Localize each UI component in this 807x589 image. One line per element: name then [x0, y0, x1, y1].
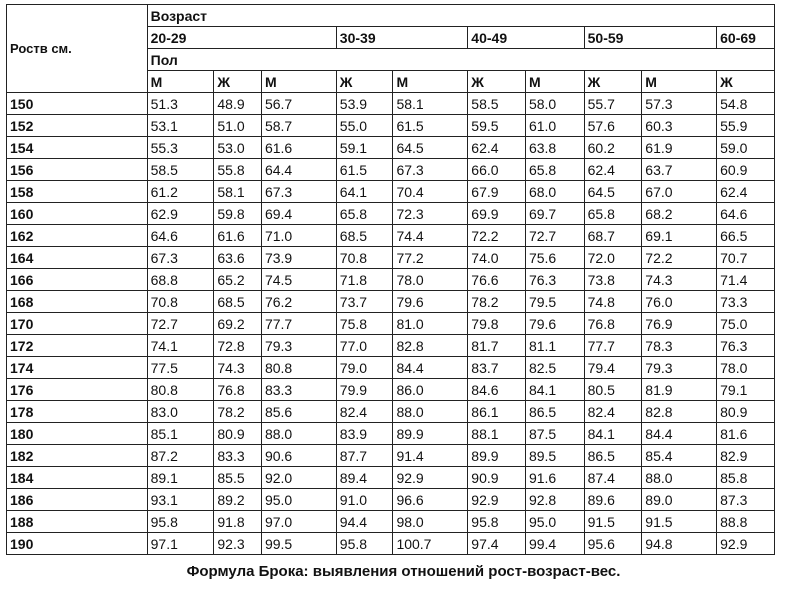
weight-cell: 88.0 [261, 423, 336, 445]
weight-cell: 72.7 [525, 225, 584, 247]
weight-cell: 72.8 [214, 335, 262, 357]
sex-label: М [393, 71, 468, 93]
table-row [7, 313, 775, 335]
sex-label: Ж [468, 71, 526, 93]
height-cell: 168 [7, 291, 148, 313]
height-cell: 158 [7, 181, 148, 203]
height-age-weight-table [6, 4, 775, 555]
table-row [7, 181, 775, 203]
weight-cell: 55.8 [214, 159, 262, 181]
weight-cell: 91.8 [214, 511, 262, 533]
weight-cell: 66.5 [717, 225, 775, 247]
weight-cell: 60.2 [584, 137, 642, 159]
weight-cell: 68.5 [214, 291, 262, 313]
weight-cell: 82.5 [525, 357, 584, 379]
weight-cell: 79.3 [642, 357, 717, 379]
weight-cell: 80.8 [147, 379, 214, 401]
weight-cell: 82.8 [642, 401, 717, 423]
table-row [7, 203, 775, 225]
weight-cell: 55.7 [584, 93, 642, 115]
weight-cell: 76.3 [525, 269, 584, 291]
weight-cell: 89.5 [525, 445, 584, 467]
weight-cell: 83.7 [468, 357, 526, 379]
weight-cell: 61.5 [393, 115, 468, 137]
weight-cell: 64.6 [717, 203, 775, 225]
weight-cell: 79.0 [336, 357, 393, 379]
weight-cell: 58.0 [525, 93, 584, 115]
weight-cell: 74.0 [468, 247, 526, 269]
weight-cell: 91.6 [525, 467, 584, 489]
weight-cell: 76.6 [468, 269, 526, 291]
weight-cell: 59.0 [717, 137, 775, 159]
weight-cell: 77.0 [336, 335, 393, 357]
weight-cell: 84.6 [468, 379, 526, 401]
weight-cell: 97.4 [468, 533, 526, 555]
weight-cell: 76.3 [717, 335, 775, 357]
weight-cell: 66.0 [468, 159, 526, 181]
weight-cell: 68.7 [584, 225, 642, 247]
weight-cell: 73.8 [584, 269, 642, 291]
caption: Формула Брока: выявления отношений рост-возраст-вес. [186, 563, 621, 580]
weight-cell: 51.3 [147, 93, 214, 115]
weight-cell: 75.6 [525, 247, 584, 269]
weight-cell: 67.9 [468, 181, 526, 203]
weight-cell: 80.8 [261, 357, 336, 379]
height-cell: 174 [7, 357, 148, 379]
weight-cell: 100.7 [393, 533, 468, 555]
weight-cell: 73.9 [261, 247, 336, 269]
height-cell: 186 [7, 489, 148, 511]
weight-cell: 89.4 [336, 467, 393, 489]
table-row [7, 489, 775, 511]
weight-cell: 95.8 [147, 511, 214, 533]
weight-cell: 84.4 [393, 357, 468, 379]
weight-cell: 84.4 [642, 423, 717, 445]
height-cell: 190 [7, 533, 148, 555]
weight-cell: 95.8 [336, 533, 393, 555]
weight-cell: 73.7 [336, 291, 393, 313]
weight-cell: 53.0 [214, 137, 262, 159]
weight-cell: 70.4 [393, 181, 468, 203]
weight-cell: 90.6 [261, 445, 336, 467]
weight-cell: 78.2 [468, 291, 526, 313]
weight-cell: 54.8 [717, 93, 775, 115]
weight-cell: 61.9 [642, 137, 717, 159]
weight-cell: 72.7 [147, 313, 214, 335]
weight-cell: 62.4 [468, 137, 526, 159]
weight-cell: 69.7 [525, 203, 584, 225]
weight-cell: 89.2 [214, 489, 262, 511]
sex-label: Ж [336, 71, 393, 93]
table-row [7, 137, 775, 159]
weight-cell: 62.4 [717, 181, 775, 203]
weight-cell: 85.1 [147, 423, 214, 445]
weight-cell: 62.9 [147, 203, 214, 225]
weight-cell: 85.8 [717, 467, 775, 489]
weight-cell: 77.7 [261, 313, 336, 335]
weight-cell: 77.2 [393, 247, 468, 269]
weight-cell: 79.3 [261, 335, 336, 357]
age-group-40-49: 40-49 [468, 27, 584, 49]
age-group-60-69: 60-69 [717, 27, 775, 49]
height-cell: 182 [7, 445, 148, 467]
weight-cell: 67.3 [393, 159, 468, 181]
weight-cell: 69.1 [642, 225, 717, 247]
sex-header: Пол [147, 49, 774, 71]
weight-cell: 93.1 [147, 489, 214, 511]
weight-cell: 85.4 [642, 445, 717, 467]
weight-cell: 69.9 [468, 203, 526, 225]
weight-cell: 68.2 [642, 203, 717, 225]
weight-cell: 61.0 [525, 115, 584, 137]
sex-label: Ж [717, 71, 775, 93]
weight-cell: 67.3 [147, 247, 214, 269]
weight-cell: 99.4 [525, 533, 584, 555]
weight-cell: 86.1 [468, 401, 526, 423]
table-row [7, 247, 775, 269]
weight-cell: 87.4 [584, 467, 642, 489]
weight-cell: 63.7 [642, 159, 717, 181]
weight-cell: 58.1 [393, 93, 468, 115]
height-cell: 150 [7, 93, 148, 115]
sex-label: М [642, 71, 717, 93]
weight-cell: 74.3 [642, 269, 717, 291]
weight-cell: 60.3 [642, 115, 717, 137]
height-cell: 170 [7, 313, 148, 335]
weight-cell: 57.6 [584, 115, 642, 137]
table-row [7, 401, 775, 423]
weight-cell: 87.3 [717, 489, 775, 511]
weight-cell: 95.6 [584, 533, 642, 555]
weight-cell: 81.1 [525, 335, 584, 357]
weight-cell: 95.0 [261, 489, 336, 511]
weight-cell: 85.5 [214, 467, 262, 489]
weight-cell: 87.2 [147, 445, 214, 467]
weight-cell: 89.9 [393, 423, 468, 445]
height-cell: 166 [7, 269, 148, 291]
weight-cell: 83.0 [147, 401, 214, 423]
weight-cell: 94.4 [336, 511, 393, 533]
weight-cell: 91.0 [336, 489, 393, 511]
sex-label: М [147, 71, 214, 93]
weight-cell: 92.9 [393, 467, 468, 489]
weight-cell: 74.5 [261, 269, 336, 291]
weight-cell: 82.4 [584, 401, 642, 423]
weight-cell: 73.3 [717, 291, 775, 313]
table-row [7, 93, 775, 115]
table-row [7, 511, 775, 533]
age-group-50-59: 50-59 [584, 27, 717, 49]
weight-cell: 92.3 [214, 533, 262, 555]
weight-cell: 62.4 [584, 159, 642, 181]
weight-cell: 88.0 [393, 401, 468, 423]
weight-cell: 64.5 [393, 137, 468, 159]
height-cell: 154 [7, 137, 148, 159]
weight-cell: 48.9 [214, 93, 262, 115]
weight-cell: 68.0 [525, 181, 584, 203]
weight-cell: 86.0 [393, 379, 468, 401]
weight-cell: 83.3 [261, 379, 336, 401]
weight-cell: 79.8 [468, 313, 526, 335]
sex-label: М [525, 71, 584, 93]
weight-cell: 76.9 [642, 313, 717, 335]
weight-cell: 79.6 [525, 313, 584, 335]
weight-cell: 80.9 [717, 401, 775, 423]
table-row [7, 357, 775, 379]
weight-cell: 77.5 [147, 357, 214, 379]
weight-cell: 75.8 [336, 313, 393, 335]
height-cell: 164 [7, 247, 148, 269]
weight-cell: 87.5 [525, 423, 584, 445]
weight-cell: 70.7 [717, 247, 775, 269]
weight-cell: 88.0 [642, 467, 717, 489]
height-cell: 180 [7, 423, 148, 445]
height-cell: 152 [7, 115, 148, 137]
weight-cell: 77.7 [584, 335, 642, 357]
height-cell: 162 [7, 225, 148, 247]
weight-cell: 72.0 [584, 247, 642, 269]
weight-cell: 89.9 [468, 445, 526, 467]
weight-cell: 76.0 [642, 291, 717, 313]
weight-cell: 74.4 [393, 225, 468, 247]
weight-cell: 71.0 [261, 225, 336, 247]
weight-cell: 55.9 [717, 115, 775, 137]
weight-cell: 81.0 [393, 313, 468, 335]
weight-cell: 58.7 [261, 115, 336, 137]
height-cell: 172 [7, 335, 148, 357]
weight-cell: 72.2 [642, 247, 717, 269]
height-cell: 156 [7, 159, 148, 181]
table-row [7, 467, 775, 489]
weight-cell: 65.8 [525, 159, 584, 181]
weight-cell: 86.5 [584, 445, 642, 467]
weight-cell: 72.3 [393, 203, 468, 225]
weight-cell: 79.4 [584, 357, 642, 379]
weight-cell: 74.1 [147, 335, 214, 357]
weight-cell: 53.9 [336, 93, 393, 115]
weight-cell: 97.1 [147, 533, 214, 555]
weight-cell: 74.8 [584, 291, 642, 313]
weight-cell: 71.4 [717, 269, 775, 291]
weight-cell: 87.7 [336, 445, 393, 467]
weight-cell: 83.9 [336, 423, 393, 445]
table-row [7, 159, 775, 181]
weight-cell: 63.8 [525, 137, 584, 159]
height-cell: 188 [7, 511, 148, 533]
height-cell: 160 [7, 203, 148, 225]
weight-cell: 76.8 [584, 313, 642, 335]
weight-cell: 99.5 [261, 533, 336, 555]
weight-cell: 71.8 [336, 269, 393, 291]
weight-cell: 61.6 [261, 137, 336, 159]
weight-cell: 78.0 [393, 269, 468, 291]
weight-cell: 55.0 [336, 115, 393, 137]
weight-cell: 70.8 [336, 247, 393, 269]
weight-cell: 63.6 [214, 247, 262, 269]
weight-cell: 80.9 [214, 423, 262, 445]
weight-cell: 76.2 [261, 291, 336, 313]
weight-cell: 57.3 [642, 93, 717, 115]
weight-cell: 74.3 [214, 357, 262, 379]
weight-cell: 68.8 [147, 269, 214, 291]
weight-cell: 67.3 [261, 181, 336, 203]
weight-cell: 58.5 [468, 93, 526, 115]
height-cell: 184 [7, 467, 148, 489]
weight-cell: 92.9 [468, 489, 526, 511]
weight-cell: 81.6 [717, 423, 775, 445]
table-row [7, 269, 775, 291]
table-row [7, 335, 775, 357]
weight-cell: 82.8 [393, 335, 468, 357]
weight-cell: 68.5 [336, 225, 393, 247]
weight-cell: 64.1 [336, 181, 393, 203]
weight-cell: 58.1 [214, 181, 262, 203]
sex-label: Ж [584, 71, 642, 93]
weight-cell: 97.0 [261, 511, 336, 533]
weight-cell: 84.1 [584, 423, 642, 445]
weight-cell: 92.8 [525, 489, 584, 511]
weight-cell: 59.8 [214, 203, 262, 225]
weight-cell: 65.8 [336, 203, 393, 225]
weight-cell: 59.5 [468, 115, 526, 137]
weight-cell: 91.4 [393, 445, 468, 467]
weight-cell: 69.4 [261, 203, 336, 225]
weight-cell: 61.6 [214, 225, 262, 247]
weight-cell: 64.4 [261, 159, 336, 181]
weight-cell: 61.5 [336, 159, 393, 181]
weight-cell: 79.5 [525, 291, 584, 313]
table-row [7, 225, 775, 247]
weight-cell: 78.3 [642, 335, 717, 357]
weight-cell: 91.5 [584, 511, 642, 533]
weight-cell: 83.3 [214, 445, 262, 467]
weight-cell: 81.7 [468, 335, 526, 357]
weight-cell: 86.5 [525, 401, 584, 423]
weight-cell: 67.0 [642, 181, 717, 203]
weight-cell: 69.2 [214, 313, 262, 335]
weight-cell: 90.9 [468, 467, 526, 489]
weight-cell: 91.5 [642, 511, 717, 533]
weight-cell: 81.9 [642, 379, 717, 401]
weight-cell: 96.6 [393, 489, 468, 511]
table-row [7, 533, 775, 555]
age-group-20-29: 20-29 [147, 27, 336, 49]
sex-label: Ж [214, 71, 262, 93]
weight-cell: 79.9 [336, 379, 393, 401]
weight-cell: 64.5 [584, 181, 642, 203]
row-header-label: Роств см. [7, 5, 148, 93]
sex-label: М [261, 71, 336, 93]
weight-cell: 82.9 [717, 445, 775, 467]
weight-cell: 65.2 [214, 269, 262, 291]
weight-cell: 78.0 [717, 357, 775, 379]
weight-cell: 95.0 [525, 511, 584, 533]
weight-cell: 76.8 [214, 379, 262, 401]
weight-cell: 88.8 [717, 511, 775, 533]
weight-cell: 94.8 [642, 533, 717, 555]
weight-cell: 92.9 [717, 533, 775, 555]
weight-cell: 61.2 [147, 181, 214, 203]
weight-cell: 79.1 [717, 379, 775, 401]
weight-cell: 88.1 [468, 423, 526, 445]
weight-cell: 92.0 [261, 467, 336, 489]
weight-cell: 65.8 [584, 203, 642, 225]
table-row [7, 379, 775, 401]
weight-cell: 78.2 [214, 401, 262, 423]
height-cell: 176 [7, 379, 148, 401]
weight-cell: 89.6 [584, 489, 642, 511]
weight-cell: 75.0 [717, 313, 775, 335]
weight-cell: 51.0 [214, 115, 262, 137]
weight-cell: 89.0 [642, 489, 717, 511]
weight-cell: 84.1 [525, 379, 584, 401]
weight-cell: 82.4 [336, 401, 393, 423]
height-cell: 178 [7, 401, 148, 423]
weight-cell: 64.6 [147, 225, 214, 247]
age-group-30-39: 30-39 [336, 27, 468, 49]
weight-cell: 98.0 [393, 511, 468, 533]
weight-cell: 60.9 [717, 159, 775, 181]
weight-cell: 80.5 [584, 379, 642, 401]
weight-cell: 58.5 [147, 159, 214, 181]
weight-cell: 85.6 [261, 401, 336, 423]
table-row [7, 291, 775, 313]
weight-cell: 55.3 [147, 137, 214, 159]
table-row [7, 445, 775, 467]
weight-cell: 89.1 [147, 467, 214, 489]
age-header: Возраст [147, 5, 774, 27]
weight-cell: 72.2 [468, 225, 526, 247]
weight-table-container [6, 4, 775, 555]
table-row [7, 423, 775, 445]
weight-cell: 79.6 [393, 291, 468, 313]
weight-cell: 95.8 [468, 511, 526, 533]
weight-cell: 59.1 [336, 137, 393, 159]
weight-cell: 53.1 [147, 115, 214, 137]
table-row [7, 115, 775, 137]
weight-cell: 70.8 [147, 291, 214, 313]
weight-cell: 56.7 [261, 93, 336, 115]
